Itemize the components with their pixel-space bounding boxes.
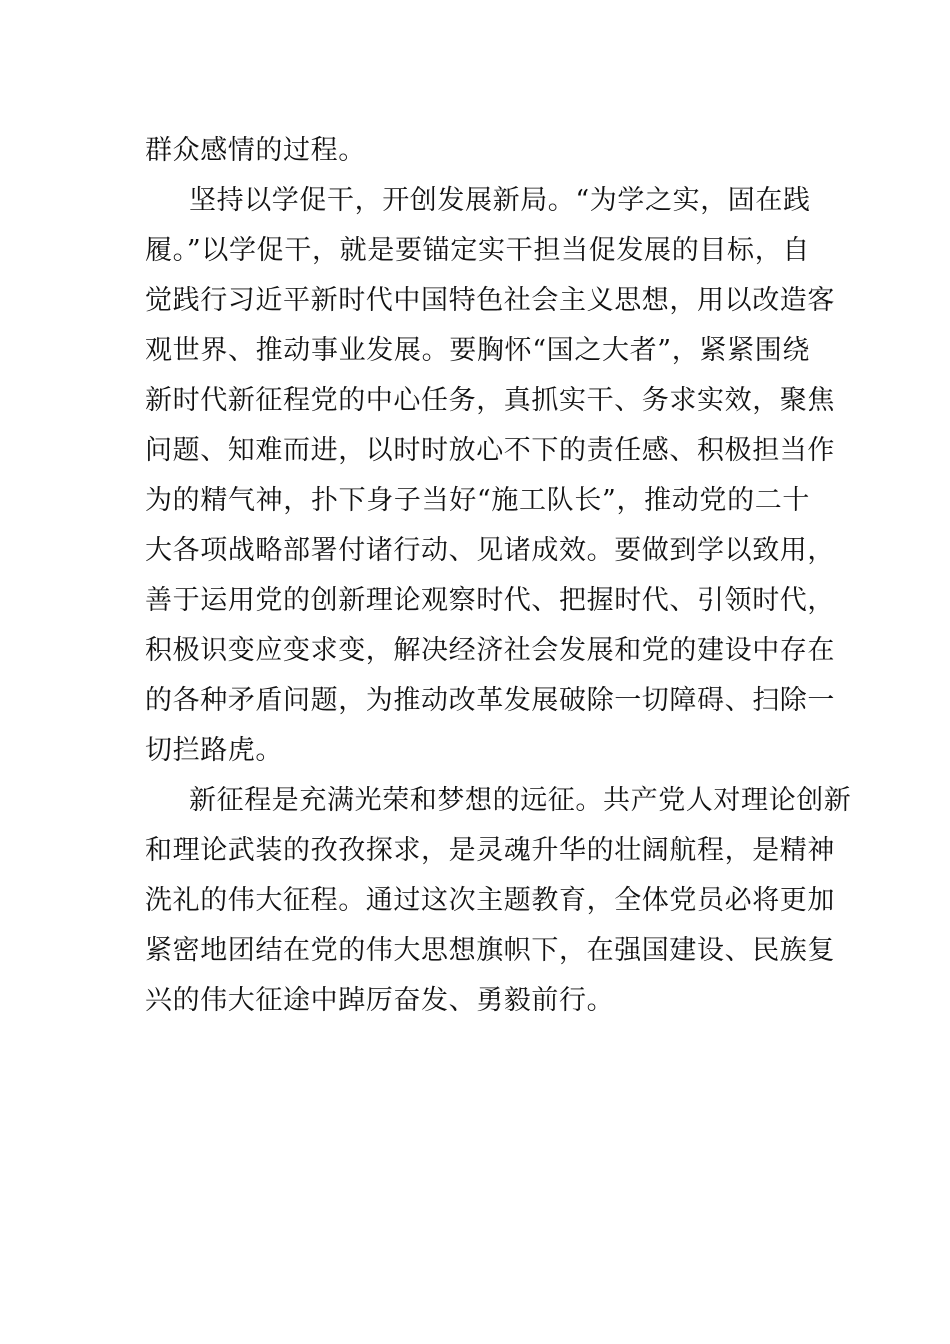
text-line: 观世界、推动事业发展。要胸怀“国之大者”，紧紧围绕	[145, 335, 810, 366]
text-line: 切拦路虎。	[145, 735, 283, 766]
text-line: 和理论武装的孜孜探求，是灵魂升华的壮阔航程，是精神	[145, 835, 835, 866]
text-line: 履。”以学促干，就是要锚定实干担当促发展的目标，自	[145, 235, 810, 266]
text-line: 兴的伟大征途中踔厉奋发、勇毅前行。	[145, 985, 615, 1016]
text-line: 新时代新征程党的中心任务，真抓实干、务求实效，聚焦	[145, 385, 835, 416]
paragraph-first-line: 新征程是充满光荣和梦想的远征。共产党人对理论创新	[189, 785, 852, 816]
text-line: 问题、知难而进，以时时放心不下的责任感、积极担当作	[145, 435, 835, 466]
text-line: 的各种矛盾问题，为推动改革发展破除一切障碍、扫除一	[145, 685, 835, 716]
text-line: 紧密地团结在党的伟大思想旗帜下，在强国建设、民族复	[145, 935, 835, 966]
text-line: 为的精气神，扑下身子当好“施工队长”，推动党的二十	[145, 485, 810, 516]
text-line: 积极识变应变求变，解决经济社会发展和党的建设中存在	[145, 635, 835, 666]
text-line: 善于运用党的创新理论观察时代、把握时代、引领时代，	[145, 585, 835, 616]
document-body	[145, 126, 852, 1026]
text-line: 大各项战略部署付诸行动、见诸成效。要做到学以致用，	[145, 535, 835, 566]
text-line: 洗礼的伟大征程。通过这次主题教育，全体党员必将更加	[145, 885, 835, 916]
text-line: 觉践行习近平新时代中国特色社会主义思想，用以改造客	[145, 285, 835, 316]
text-line: 群众感情的过程。	[145, 135, 366, 166]
paragraph-first-line: 坚持以学促干，开创发展新局。“为学之实，固在践	[189, 185, 811, 216]
